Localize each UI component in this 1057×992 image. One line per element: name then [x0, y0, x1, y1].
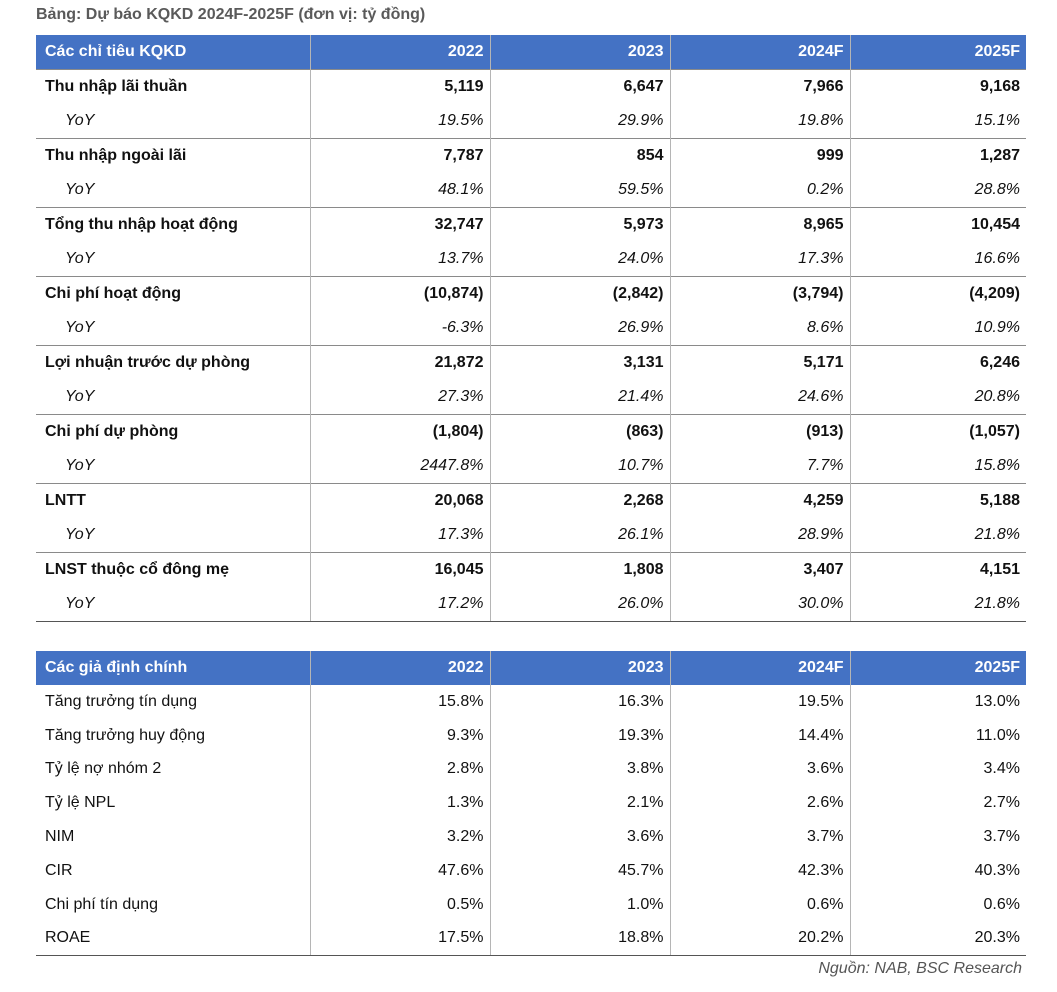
row-label: Thu nhập ngoài lãi [36, 139, 310, 174]
column-header: 2024F [670, 651, 850, 685]
yoy-cell: 21.8% [850, 587, 1026, 622]
yoy-cell: 13.7% [310, 242, 490, 277]
row-label: Chi phí dự phòng [36, 415, 310, 450]
table-row [36, 820, 1026, 854]
yoy-cell: 0.2% [670, 173, 850, 208]
row-label: CIR [45, 861, 73, 879]
value-cell: 13.0% [850, 685, 1026, 719]
value-cell: (2,842) [490, 277, 670, 312]
value-cell: (913) [670, 415, 850, 450]
table-caption: Bảng: Dự báo KQKD 2024F-2025F (đơn vị: tỷ đồng) [36, 6, 426, 23]
value-cell: 15.8% [310, 685, 490, 719]
value-cell: 16,045 [310, 553, 490, 588]
table-row [36, 854, 1026, 888]
value-cell: 1,287 [850, 139, 1026, 174]
value-cell: 3.8% [490, 753, 670, 787]
yoy-label: YoY [65, 388, 95, 405]
yoy-cell: 17.3% [310, 518, 490, 553]
row-label: Tăng trưởng tín dụng [45, 692, 197, 710]
column-header: Các giả định chính [36, 651, 310, 685]
column-header: 2022 [310, 35, 490, 70]
value-cell: 19.3% [490, 719, 670, 753]
row-label: LNTT [36, 484, 310, 519]
yoy-cell: 15.8% [850, 449, 1026, 484]
value-cell: 1.0% [490, 888, 670, 922]
value-cell: 2.1% [490, 786, 670, 820]
column-header: 2025F [850, 651, 1026, 685]
value-cell: 5,188 [850, 484, 1026, 519]
value-cell: 1,808 [490, 553, 670, 588]
yoy-cell: 21.4% [490, 380, 670, 415]
table-row [36, 753, 1026, 787]
yoy-cell: 7.7% [670, 449, 850, 484]
value-cell: 17.5% [310, 922, 490, 956]
value-cell: 4,259 [670, 484, 850, 519]
yoy-cell: 27.3% [310, 380, 490, 415]
yoy-cell: 20.8% [850, 380, 1026, 415]
row-label: LNST thuộc cổ đông mẹ [36, 553, 310, 588]
value-cell: 20,068 [310, 484, 490, 519]
table-row [36, 484, 1026, 519]
value-cell: 3.7% [850, 820, 1026, 854]
value-cell: 9,168 [850, 70, 1026, 105]
table-row [36, 277, 1026, 312]
yoy-row [36, 242, 1026, 277]
value-cell: 10,454 [850, 208, 1026, 243]
value-cell: 3.6% [490, 820, 670, 854]
yoy-cell: 24.6% [670, 380, 850, 415]
value-cell: 2.6% [670, 786, 850, 820]
yoy-row [36, 173, 1026, 208]
yoy-label: YoY [65, 319, 95, 336]
table-row [36, 922, 1026, 956]
value-cell: 3.7% [670, 820, 850, 854]
column-header: 2025F [850, 35, 1026, 70]
column-header: 2023 [490, 651, 670, 685]
value-cell: 1.3% [310, 786, 490, 820]
value-cell: 9.3% [310, 719, 490, 753]
value-cell: 47.6% [310, 854, 490, 888]
yoy-label: YoY [65, 457, 95, 474]
value-cell: 5,973 [490, 208, 670, 243]
row-label: Thu nhập lãi thuần [36, 70, 310, 105]
yoy-cell: 26.0% [490, 587, 670, 622]
table-row [36, 70, 1026, 105]
yoy-cell: 21.8% [850, 518, 1026, 553]
yoy-cell: 2447.8% [310, 449, 490, 484]
value-cell: 3.6% [670, 753, 850, 787]
yoy-cell: 15.1% [850, 104, 1026, 139]
table-row [36, 415, 1026, 450]
row-label: Tổng thu nhập hoạt động [36, 208, 310, 243]
yoy-cell: 28.9% [670, 518, 850, 553]
source-note: Nguồn: NAB, BSC Research [818, 960, 1022, 977]
value-cell: 16.3% [490, 685, 670, 719]
value-cell: 7,966 [670, 70, 850, 105]
yoy-cell: 17.2% [310, 587, 490, 622]
yoy-label: YoY [36, 587, 310, 622]
yoy-cell: 19.8% [670, 104, 850, 139]
yoy-label: YoY [65, 112, 95, 129]
value-cell: 11.0% [850, 719, 1026, 753]
value-cell: 2,268 [490, 484, 670, 519]
yoy-label: YoY [65, 526, 95, 543]
row-label: Tỷ lệ nợ nhóm 2 [45, 760, 162, 778]
table-row [36, 553, 1026, 588]
yoy-cell: 10.9% [850, 311, 1026, 346]
value-cell: 999 [670, 139, 850, 174]
value-cell: 45.7% [490, 854, 670, 888]
value-cell: 0.5% [310, 888, 490, 922]
column-header: Các chỉ tiêu KQKD [36, 35, 310, 70]
value-cell: (863) [490, 415, 670, 450]
table-row [36, 719, 1026, 753]
value-cell: 42.3% [670, 854, 850, 888]
yoy-row [36, 518, 1026, 553]
yoy-cell: 30.0% [670, 587, 850, 622]
yoy-row [36, 311, 1026, 346]
value-cell: 18.8% [490, 922, 670, 956]
value-cell: (1,057) [850, 415, 1026, 450]
table-row [36, 139, 1026, 174]
yoy-cell: 10.7% [490, 449, 670, 484]
value-cell: 4,151 [850, 553, 1026, 588]
value-cell: 21,872 [310, 346, 490, 381]
row-label: Tăng trưởng huy động [45, 726, 205, 744]
value-cell: 0.6% [670, 888, 850, 922]
yoy-cell: 19.5% [310, 104, 490, 139]
yoy-cell: 59.5% [490, 173, 670, 208]
yoy-label: YoY [65, 250, 95, 267]
key-assumptions-table [36, 651, 1026, 956]
yoy-cell: 26.9% [490, 311, 670, 346]
table-row [36, 208, 1026, 243]
row-label: Tỷ lệ NPL [45, 794, 116, 812]
value-cell: 20.3% [850, 922, 1026, 956]
value-cell: (4,209) [850, 277, 1026, 312]
yoy-row [36, 380, 1026, 415]
yoy-row [36, 587, 1026, 622]
yoy-cell: 26.1% [490, 518, 670, 553]
value-cell: 14.4% [670, 719, 850, 753]
row-label: NIM [45, 828, 75, 846]
value-cell: 2.7% [850, 786, 1026, 820]
value-cell: 8,965 [670, 208, 850, 243]
row-label: Chi phí tín dụng [45, 895, 158, 913]
value-cell: 3,407 [670, 553, 850, 588]
table-row [36, 346, 1026, 381]
value-cell: (3,794) [670, 277, 850, 312]
value-cell: 20.2% [670, 922, 850, 956]
column-header: 2024F [670, 35, 850, 70]
value-cell: 854 [490, 139, 670, 174]
table-row [36, 685, 1026, 719]
table-row [36, 888, 1026, 922]
row-label: Lợi nhuận trước dự phòng [36, 346, 310, 381]
value-cell: 40.3% [850, 854, 1026, 888]
table-row [36, 786, 1026, 820]
value-cell: 3,131 [490, 346, 670, 381]
value-cell: 0.6% [850, 888, 1026, 922]
row-label: ROAE [36, 922, 310, 956]
table-header-row [36, 35, 1026, 70]
yoy-cell: 28.8% [850, 173, 1026, 208]
value-cell: 3.2% [310, 820, 490, 854]
value-cell: 6,647 [490, 70, 670, 105]
yoy-cell: 8.6% [670, 311, 850, 346]
yoy-cell: 48.1% [310, 173, 490, 208]
row-label: Chi phí hoạt động [36, 277, 310, 312]
value-cell: 2.8% [310, 753, 490, 787]
column-header: 2022 [310, 651, 490, 685]
yoy-cell: -6.3% [310, 311, 490, 346]
value-cell: 3.4% [850, 753, 1026, 787]
value-cell: 6,246 [850, 346, 1026, 381]
yoy-cell: 24.0% [490, 242, 670, 277]
yoy-row [36, 449, 1026, 484]
value-cell: (1,804) [310, 415, 490, 450]
yoy-cell: 17.3% [670, 242, 850, 277]
value-cell: 7,787 [310, 139, 490, 174]
yoy-label: YoY [65, 181, 95, 198]
value-cell: 5,119 [310, 70, 490, 105]
value-cell: (10,874) [310, 277, 490, 312]
value-cell: 32,747 [310, 208, 490, 243]
business-results-table [36, 35, 1026, 622]
table-header-row [36, 651, 1026, 685]
yoy-row [36, 104, 1026, 139]
yoy-cell: 16.6% [850, 242, 1026, 277]
value-cell: 5,171 [670, 346, 850, 381]
value-cell: 19.5% [670, 685, 850, 719]
yoy-cell: 29.9% [490, 104, 670, 139]
column-header: 2023 [490, 35, 670, 70]
